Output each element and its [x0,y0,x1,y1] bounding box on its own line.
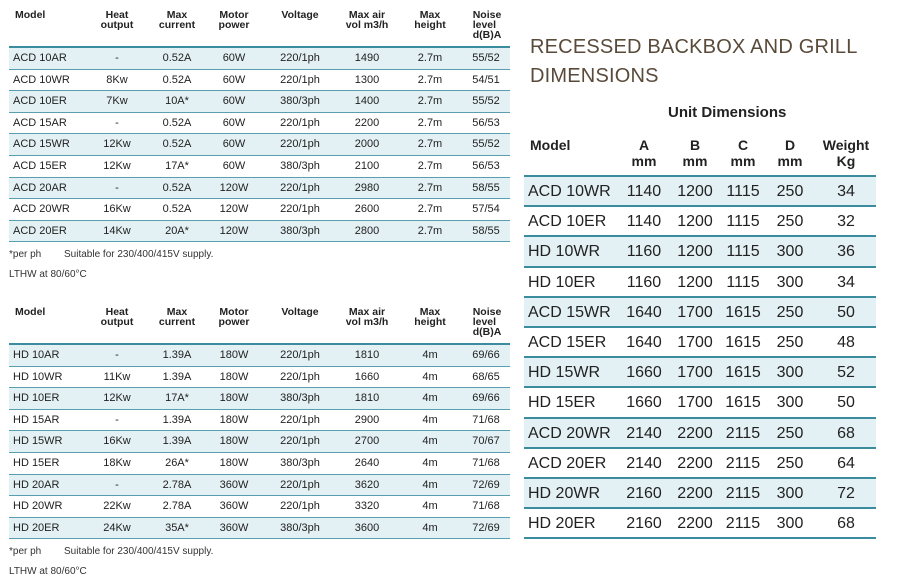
dimensions-row [524,509,876,539]
cell-max-current: 1.39A [162,370,192,383]
cell-max-current: 2.78A [162,478,192,491]
cell-max-height: 2.7m [417,52,443,64]
header-max-air: Max air vol m3/h [345,306,389,328]
cell-heat-output: 14Kw [103,224,131,237]
acd-spec-footnote [9,248,510,282]
cell-b-mm: 2200 [677,454,713,472]
cell-max-air: 2600 [354,203,380,216]
cell-max-air: 2100 [354,159,380,172]
cell-max-height: 4m [422,500,438,513]
cell-motor-power: 180W [219,349,249,361]
cell-max-air: 1400 [354,95,380,108]
cell-max-height: 4m [422,456,438,469]
cell-motor-power: 360W [219,500,249,513]
cell-model: ACD 20ER [13,224,67,237]
cell-max-height: 2.7m [417,73,443,86]
header-voltage: Voltage [281,9,319,21]
cell-voltage: 380/3ph [280,224,320,237]
cell-weight-kg: 72 [837,484,855,502]
header-noise-level: Noise level d(B)A [472,9,502,41]
dimensions-row [524,479,876,509]
cell-max-air: 2900 [354,413,380,426]
hd-spec-row [9,388,510,410]
cell-heat-output: 18Kw [103,456,131,469]
cell-max-height: 2.7m [417,159,443,172]
cell-model: ACD 20WR [13,203,70,216]
cell-max-current: 17A* [165,159,189,172]
cell-noise-level: 72/69 [472,478,500,491]
hd-spec-row [9,453,510,475]
cell-noise-level: 71/68 [472,456,500,469]
cell-model: ACD 10WR [528,183,611,200]
cell-noise-level: 55/52 [472,52,500,64]
cell-max-height: 4m [422,521,438,534]
cell-model: ACD 15ER [13,159,67,172]
cell-weight-kg: 68 [837,424,855,442]
cell-model: ACD 10WR [13,73,70,86]
cell-a-mm: 2160 [626,515,662,533]
header-motor-power: Motor power [218,306,250,328]
cell-model: HD 15WR [13,435,63,448]
cell-model: ACD 15ER [528,333,607,351]
cell-noise-level: 55/52 [472,138,500,151]
cell-b-mm: 1200 [677,243,713,261]
cell-max-current: 0.52A [162,73,192,86]
cell-max-current: 1.39A [162,349,192,361]
cell-max-current: 0.52A [162,52,192,64]
dimensions-row [524,358,876,388]
cell-max-height: 4m [422,370,438,383]
cell-motor-power: 360W [219,521,249,534]
cell-motor-power: 180W [219,413,249,426]
cell-max-height: 4m [422,349,438,361]
cell-max-current: 20A* [165,224,189,237]
cell-model: HD 15AR [13,413,60,426]
cell-d-mm: 300 [776,273,804,291]
cell-weight-kg: 32 [837,213,855,231]
acd-spec-row [9,48,510,70]
cell-max-height: 2.7m [417,224,443,237]
cell-model: HD 10ER [528,273,596,291]
header-heat-output: Heat output [100,9,134,31]
cell-max-current: 0.52A [162,203,192,216]
acd-spec-row [9,221,510,243]
cell-voltage: 220/1ph [280,435,320,448]
cell-a-mm: 1640 [626,333,662,351]
cell-motor-power: 180W [219,370,249,383]
cell-model: HD 10AR [13,349,60,361]
cell-max-air: 1300 [354,73,380,86]
dimensions-row [524,419,876,449]
cell-a-mm: 1160 [626,273,662,291]
cell-max-height: 4m [422,413,438,426]
cell-motor-power: 180W [219,392,249,405]
cell-model: ACD 10ER [528,213,607,231]
cell-d-mm: 300 [776,484,804,502]
cell-c-mm: 2115 [725,424,761,442]
acd-spec-table [9,10,510,282]
cell-noise-level: 55/52 [472,95,500,108]
cell-max-current: 17A* [165,392,189,405]
cell-motor-power: 120W [219,224,249,237]
acd-spec-row [9,178,510,200]
cell-a-mm: 1660 [626,364,662,382]
dimensions-row [524,237,876,267]
hd-spec-rows [9,343,510,539]
acd-spec-header [9,10,510,46]
cell-model: ACD 10AR [13,52,67,64]
cell-max-air: 1810 [354,392,380,405]
cell-noise-level: 68/65 [472,370,500,383]
cell-noise-level: 56/53 [472,116,500,129]
cell-b-mm: 2200 [677,424,713,442]
cell-max-air: 3620 [354,478,380,491]
cell-max-current: 10A* [165,95,189,108]
cell-noise-level: 58/55 [472,224,500,237]
cell-model: HD 20ER [13,521,60,534]
cell-max-height: 4m [422,392,438,405]
cell-a-mm: 1140 [626,183,662,200]
cell-c-mm: 1115 [726,183,760,200]
header-max-height: Max height [414,306,446,328]
cell-weight-kg: 48 [837,333,855,351]
cell-motor-power: 60W [222,138,246,151]
dimensions-row [524,268,876,298]
cell-voltage: 380/3ph [280,159,320,172]
footnote-per-phase: *per ph [9,249,42,261]
cell-b-mm: 1700 [677,333,713,351]
dimensions-row [524,449,876,479]
cell-c-mm: 1115 [726,273,760,291]
cell-motor-power: 180W [219,435,249,448]
hd-spec-row [9,475,510,497]
cell-max-height: 2.7m [417,181,443,194]
cell-weight-kg: 68 [837,515,855,533]
cell-max-current: 26A* [165,456,189,469]
cell-heat-output: 12Kw [103,392,131,405]
cell-motor-power: 360W [219,478,249,491]
cell-motor-power: 60W [222,159,246,172]
cell-noise-level: 57/54 [472,203,500,216]
cell-noise-level: 69/66 [472,349,500,361]
cell-noise-level: 56/53 [472,159,500,172]
cell-d-mm: 300 [776,515,804,533]
cell-max-current: 35A* [165,521,189,534]
cell-voltage: 220/1ph [280,500,320,513]
cell-voltage: 380/3ph [280,456,320,469]
cell-model: HD 15ER [13,456,60,469]
cell-max-current: 2.78A [162,500,192,513]
cell-heat-output: 16Kw [103,203,131,216]
cell-noise-level: 69/66 [472,392,500,405]
cell-weight-kg: 34 [837,183,855,200]
cell-max-air: 1660 [354,370,380,383]
cell-voltage: 220/1ph [280,203,320,216]
dimensions-rows [524,177,876,539]
dim-header-a: A mm [631,137,657,169]
dimensions-row [524,207,876,237]
cell-max-current: 0.52A [162,181,192,194]
dim-header-c: C mm [730,137,756,169]
header-model: Model [15,306,46,318]
cell-c-mm: 2115 [725,454,761,472]
cell-max-current: 1.39A [162,435,192,448]
header-noise-level: Noise level d(B)A [472,306,502,338]
cell-a-mm: 1160 [626,243,662,261]
cell-max-air: 2000 [354,138,380,151]
cell-b-mm: 2200 [677,484,713,502]
cell-max-height: 2.7m [417,203,443,216]
cell-heat-output: - [115,413,119,426]
cell-d-mm: 250 [776,454,804,472]
cell-noise-level: 54/51 [472,73,500,86]
hd-spec-row [9,431,510,453]
cell-motor-power: 60W [222,52,246,64]
cell-voltage: 220/1ph [280,73,320,86]
cell-heat-output: 11Kw [103,370,131,383]
dimensions-section-title: RECESSED BACKBOX AND GRILL DIMENSIONS [530,36,857,87]
cell-b-mm: 1700 [677,394,713,412]
cell-d-mm: 300 [776,394,804,412]
dimensions-row [524,177,876,207]
cell-noise-level: 71/68 [472,413,500,426]
unit-dimensions-title: Unit Dimensions [668,104,787,121]
cell-motor-power: 120W [219,181,249,194]
cell-heat-output: 16Kw [103,435,131,448]
cell-d-mm: 300 [776,243,804,261]
cell-b-mm: 1200 [677,273,713,291]
hd-spec-table [9,307,510,579]
header-motor-power: Motor power [218,9,250,31]
cell-a-mm: 1660 [626,394,662,412]
dim-header-b: B mm [682,137,708,169]
footnote-per-phase: *per ph [9,546,42,558]
cell-heat-output: 7Kw [106,95,128,108]
cell-max-current: 0.52A [162,116,192,129]
cell-heat-output: - [115,349,119,361]
cell-c-mm: 2115 [725,515,761,533]
cell-max-air: 2200 [354,116,380,129]
cell-heat-output: - [115,478,119,491]
cell-heat-output: 12Kw [103,159,131,172]
dimensions-row [524,328,876,358]
cell-model: ACD 15WR [528,303,611,321]
cell-heat-output: 22Kw [103,500,131,513]
cell-model: ACD 20ER [528,454,607,472]
hd-spec-row [9,410,510,432]
cell-heat-output: - [115,181,119,194]
cell-voltage: 220/1ph [280,370,320,383]
cell-model: HD 15ER [528,394,596,412]
cell-a-mm: 1140 [626,213,662,231]
cell-max-height: 4m [422,435,438,448]
cell-motor-power: 60W [222,116,246,129]
cell-c-mm: 1115 [726,243,760,261]
cell-c-mm: 1615 [725,394,761,412]
cell-max-air: 1490 [354,52,380,64]
cell-model: HD 10WR [528,243,601,261]
cell-max-air: 2800 [354,224,380,237]
cell-model: ACD 10ER [13,95,67,108]
cell-model: ACD 20AR [13,181,67,194]
cell-model: HD 20ER [528,515,596,533]
acd-spec-row [9,156,510,178]
cell-voltage: 220/1ph [280,349,320,361]
cell-voltage: 220/1ph [280,478,320,491]
acd-spec-row [9,113,510,135]
cell-noise-level: 72/69 [472,521,500,534]
cell-motor-power: 120W [219,203,249,216]
cell-model: HD 10ER [13,392,60,405]
acd-spec-row [9,91,510,113]
cell-model: ACD 20WR [528,424,611,442]
cell-max-height: 2.7m [417,116,443,129]
cell-heat-output: - [115,116,119,129]
header-heat-output: Heat output [100,306,134,328]
dimensions-header [524,133,876,177]
cell-d-mm: 250 [776,424,804,442]
cell-b-mm: 1200 [677,183,713,200]
cell-weight-kg: 34 [837,273,855,291]
cell-heat-output: 12Kw [103,138,131,151]
dimensions-row [524,388,876,418]
cell-heat-output: 8Kw [106,73,128,86]
cell-d-mm: 250 [776,303,804,321]
cell-voltage: 220/1ph [280,116,320,129]
cell-voltage: 220/1ph [280,52,320,64]
cell-voltage: 220/1ph [280,413,320,426]
cell-max-current: 0.52A [162,138,192,151]
cell-noise-level: 71/68 [472,500,500,513]
cell-d-mm: 250 [776,213,804,231]
cell-max-air: 3320 [354,500,380,513]
footnote-lthw: LTHW at 80/60°C [9,269,87,281]
dimensions-row [524,298,876,328]
hd-spec-footnote [9,545,510,579]
cell-a-mm: 2160 [626,484,662,502]
hd-spec-header [9,307,510,343]
cell-model: ACD 15AR [13,116,67,129]
cell-weight-kg: 64 [837,454,855,472]
dim-header-d: D mm [777,137,803,169]
cell-c-mm: 2115 [725,484,761,502]
hd-spec-row [9,345,510,367]
cell-voltage: 380/3ph [280,392,320,405]
header-max-air: Max air vol m3/h [345,9,389,31]
footnote-lthw: LTHW at 80/60°C [9,566,87,578]
dimensions-table [524,133,876,539]
acd-spec-row [9,70,510,92]
footnote-supply: Suitable for 230/400/415V supply. [64,249,214,261]
footnote-supply: Suitable for 230/400/415V supply. [64,546,214,558]
header-max-current: Max current [158,9,196,31]
cell-weight-kg: 52 [837,364,855,382]
cell-a-mm: 2140 [626,424,662,442]
cell-a-mm: 2140 [626,454,662,472]
header-max-current: Max current [158,306,196,328]
cell-motor-power: 180W [219,456,249,469]
cell-max-height: 2.7m [417,95,443,108]
cell-heat-output: - [115,52,119,64]
hd-spec-row [9,496,510,518]
cell-c-mm: 1615 [725,364,761,382]
hd-spec-row [9,367,510,389]
cell-model: HD 20WR [528,484,601,502]
header-max-height: Max height [414,9,446,31]
acd-spec-row [9,199,510,221]
cell-model: HD 20AR [13,478,60,491]
cell-model: HD 10WR [13,370,63,383]
cell-c-mm: 1615 [725,333,761,351]
cell-voltage: 380/3ph [280,95,320,108]
cell-max-air: 2700 [354,435,380,448]
cell-d-mm: 300 [776,364,804,382]
dim-header-weight: Weight Kg [822,137,870,169]
cell-b-mm: 2200 [677,515,713,533]
hd-spec-row [9,518,510,540]
cell-max-air: 2640 [354,456,380,469]
cell-c-mm: 1615 [725,303,761,321]
cell-motor-power: 60W [222,95,246,108]
cell-d-mm: 250 [776,183,804,200]
cell-voltage: 220/1ph [280,181,320,194]
dim-header-model: Model [530,137,571,153]
cell-max-height: 4m [422,478,438,491]
cell-b-mm: 1700 [677,303,713,321]
cell-heat-output: 24Kw [103,521,131,534]
cell-a-mm: 1640 [626,303,662,321]
cell-weight-kg: 50 [837,394,855,412]
cell-d-mm: 250 [776,333,804,351]
cell-model: HD 20WR [13,500,63,513]
cell-motor-power: 60W [222,73,246,86]
cell-weight-kg: 36 [837,243,855,261]
cell-c-mm: 1115 [726,213,760,231]
cell-b-mm: 1200 [677,213,713,231]
cell-voltage: 380/3ph [280,521,320,534]
cell-max-current: 1.39A [162,413,192,426]
cell-model: ACD 15WR [13,138,70,151]
cell-b-mm: 1700 [677,364,713,382]
header-voltage: Voltage [281,306,319,318]
cell-max-air: 1810 [354,349,380,361]
cell-max-air: 2980 [354,181,380,194]
header-model: Model [15,9,46,21]
cell-weight-kg: 50 [837,303,855,321]
cell-noise-level: 70/67 [472,435,500,448]
acd-spec-row [9,134,510,156]
cell-max-air: 3600 [354,521,380,534]
cell-noise-level: 58/55 [472,181,500,194]
cell-model: HD 15WR [528,364,601,382]
cell-max-height: 2.7m [417,138,443,151]
cell-voltage: 220/1ph [280,138,320,151]
acd-spec-rows [9,46,510,242]
